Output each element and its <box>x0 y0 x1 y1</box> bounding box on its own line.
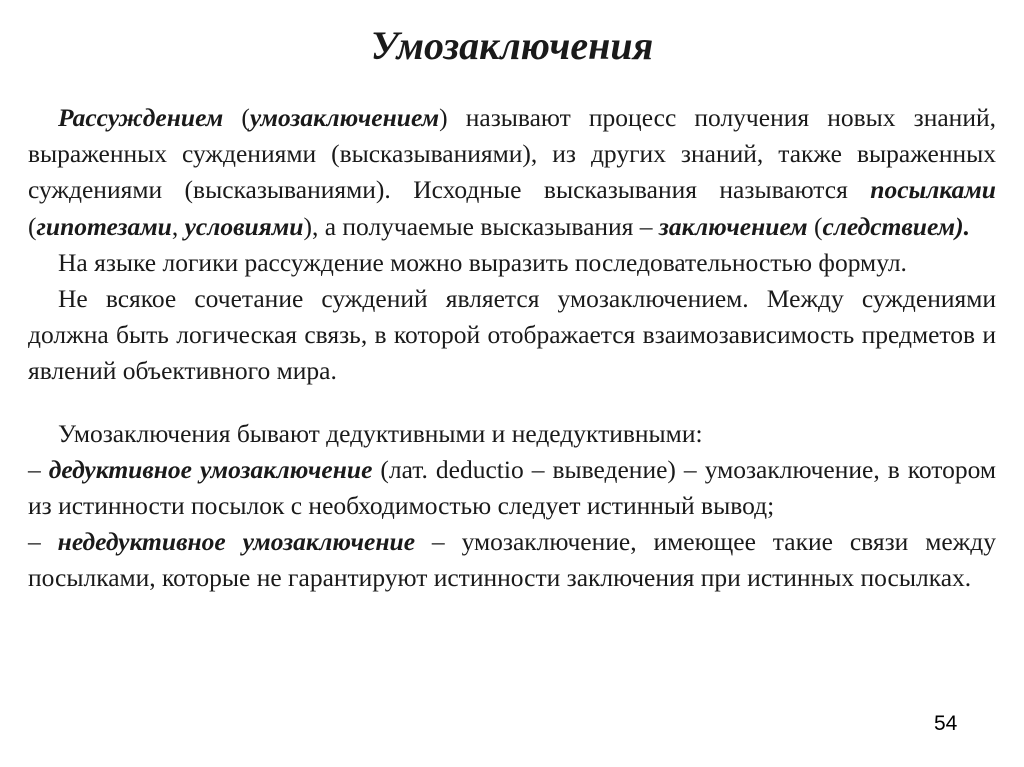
term-premises: посылками <box>870 175 996 205</box>
text-fragment: ), а получаемые высказывания – <box>303 211 659 241</box>
list-item-deductive <box>28 452 996 524</box>
text-fragment: – умозаключение, имеющее такие связи между посылками, которые не гарантируют истинности заключения при истинных посылках. <box>28 527 996 593</box>
text-fragment: , <box>171 211 185 241</box>
term-conclusion: заключением <box>658 211 808 241</box>
term-consequence: следствием <box>822 211 956 241</box>
term-hypotheses: гипотезами <box>36 211 172 241</box>
paragraph-formulas: На языке логики рассуждение можно выразить последовательностью формул. <box>58 247 907 277</box>
text-fragment: ( <box>223 103 250 132</box>
page-number: 54 <box>934 712 958 735</box>
term-reasoning: Рассуждением <box>58 103 224 132</box>
slide-title: Умозаключения <box>370 23 654 68</box>
text-fragment: ( <box>28 211 37 241</box>
list-item-nondeductive <box>28 524 996 596</box>
text-fragment: ) называют процесс получения новых знаний, выраженных суждениями (высказываниями), из других знаний, также выраженных суждениями (высказываниями). Исходные высказывания называются <box>28 103 996 205</box>
text-fragment: (лат. deductio – выведение) – умозаключение, в котором из истинности посылок с необходимостью следует истинный вывод; <box>28 454 996 521</box>
paragraph-logical-link: Не всякое сочетание суждений является умозаключением. Между суждениями должна быть логическая связь, в которой отображается взаимозависимость предметов и явлений объективного мира. <box>28 284 996 386</box>
term-conditions: условиями <box>184 211 304 241</box>
dash-marker: – <box>28 527 58 557</box>
dash-marker: – <box>28 454 49 484</box>
term-deductive: дедуктивное умозаключение <box>48 454 373 484</box>
text-fragment: ( <box>807 211 823 241</box>
paragraph-definition <box>28 100 996 245</box>
term-inference: умозаключением <box>249 103 440 132</box>
term-nondeductive: недедуктивное умозаключение <box>57 527 416 557</box>
paragraph-types: Умозаключения бывают дедуктивными и недедуктивными: <box>58 418 703 448</box>
slide-content <box>28 100 996 597</box>
text-fragment: ). <box>955 211 970 241</box>
